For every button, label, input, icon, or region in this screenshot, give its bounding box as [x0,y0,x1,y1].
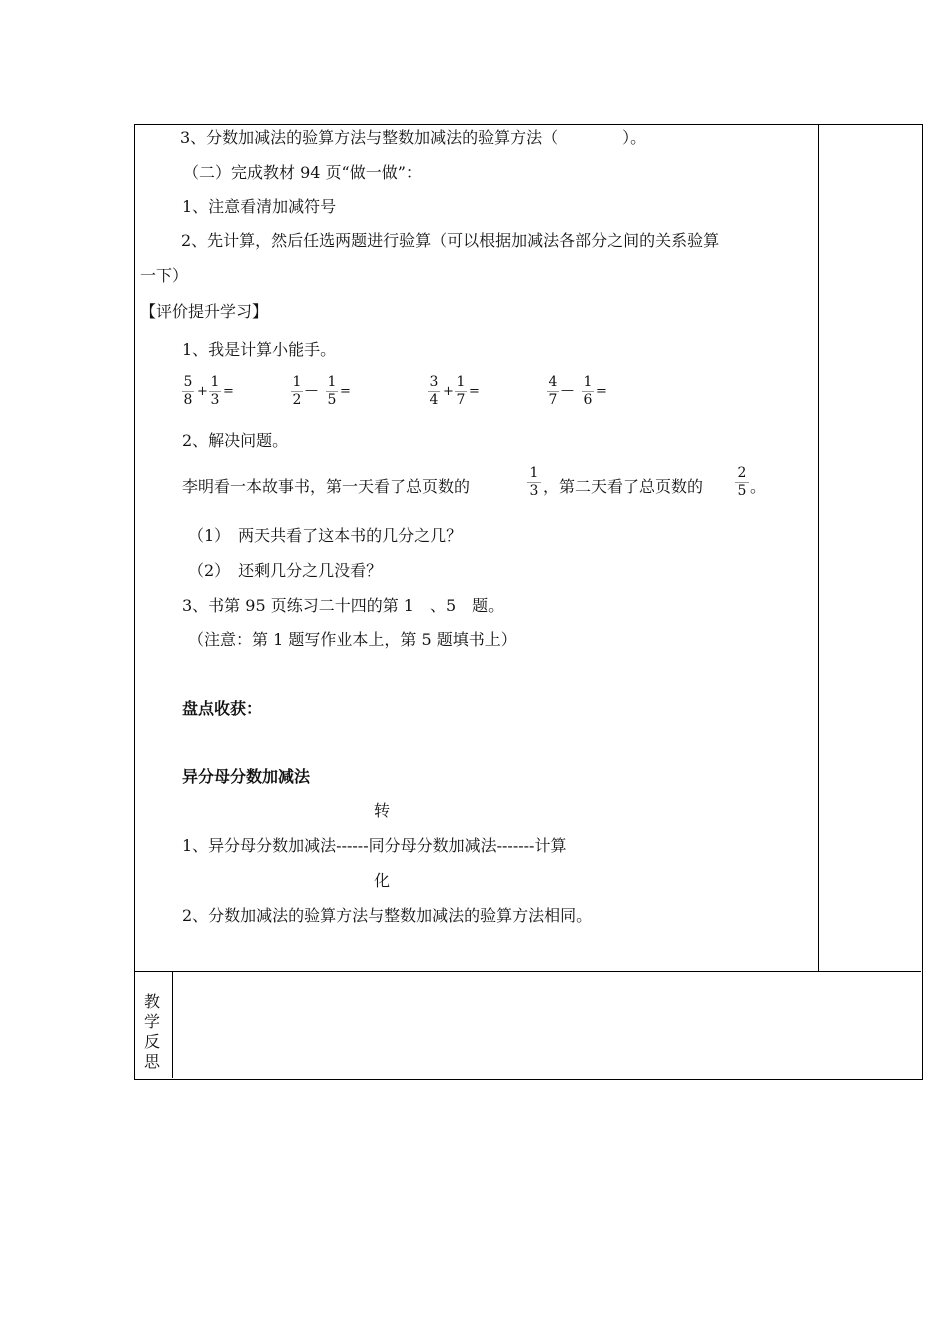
ex1-fraction-b [209,375,221,408]
question-1-title: 1、我是计算小能手。 [182,340,337,359]
ex3-b-numerator: 1 [456,374,466,390]
ex4-a-numerator: 4 [548,374,558,390]
ex3-a-numerator: 3 [429,374,439,390]
label-char: 教 [143,992,160,1011]
summary-line-1: 1、异分母分数加减法------同分母分数加减法-------计算 [182,836,567,855]
label-char: 思 [143,1052,160,1071]
ex2-operator: — [305,383,318,398]
ex2-b-denominator: 5 [327,392,337,408]
question-3: 3、书第 95 页练习二十四的第 1 、5 题。 [182,596,505,615]
question-2-title: 2、解决问题。 [182,431,289,450]
story-fraction-1 [527,466,541,499]
ex4-equals: = [596,384,607,399]
ex2-b-numerator: 1 [327,374,337,390]
ex1-fraction-a [182,375,194,408]
ex3-b-denominator: 7 [456,392,466,408]
ex4-fraction-b [582,375,594,408]
story-text-part3: 。 [750,477,767,496]
ex1-b-denominator: 3 [210,392,220,408]
summary-heading: 盘点收获： [182,699,263,718]
ex1-a-denominator: 8 [183,392,193,408]
ex3-equals: = [469,384,480,399]
summary-line-2: 2、分数加减法的验算方法与整数加减法的验算方法相同。 [182,906,593,925]
sub-question-1: （1） 两天共看了这本书的几分之几？ [188,526,463,545]
ex3-fraction-a [428,375,440,408]
story-f2-numerator: 2 [737,465,747,481]
ex4-operator: — [561,383,574,398]
story-f2-denominator: 5 [737,483,747,499]
ex2-a-numerator: 1 [292,374,302,390]
ex2-fraction-a [291,375,303,408]
line-verify-method: 3、分数加减法的验算方法与整数加减法的验算方法（ ）。 [180,128,647,147]
teaching-reflection-label [142,992,162,1072]
ex1-a-numerator: 5 [183,374,193,390]
ex3-operator: + [443,384,454,399]
story-text-part1: 李明看一本故事书，第一天看了总页数的 [182,477,471,496]
ex3-fraction-b [455,375,467,408]
story-f1-numerator: 1 [529,465,539,481]
line-calc-then-verify: 2、先计算，然后任选两题进行验算（可以根据加减法各部分之间的关系验算 [181,231,720,250]
right-column-divider [818,124,819,971]
question-3-note: （注意：第 1 题写作业本上，第 5 题填书上） [188,630,517,649]
story-text-part2: ，第二天看了总页数的 [543,477,704,496]
ex2-a-denominator: 2 [292,392,302,408]
reflection-label-divider [172,971,173,1078]
ex1-equals: = [223,384,234,399]
section-evaluation-heading: 【评价提升学习】 [140,302,269,321]
ex3-a-denominator: 4 [429,392,439,408]
ex4-a-denominator: 7 [548,392,558,408]
line-calc-then-verify-cont: 一下） [140,266,189,285]
line-watch-signs: 1、注意看清加减符号 [182,197,337,216]
summary-subheading: 异分母分数加减法 [182,767,311,786]
label-char: 学 [143,1012,160,1031]
ex4-b-numerator: 1 [583,374,593,390]
row-divider [134,971,921,972]
ex4-b-denominator: 6 [583,392,593,408]
arrow-label-hua: 化 [374,871,391,890]
arrow-label-zhuan: 转 [374,801,391,820]
ex2-fraction-b [326,375,338,408]
reflection-content-area[interactable] [174,973,919,1076]
ex1-b-numerator: 1 [210,374,220,390]
ex4-fraction-a [547,375,559,408]
sub-question-2: （2） 还剩几分之几没看？ [188,561,383,580]
ex2-equals: = [340,384,351,399]
label-char: 反 [143,1032,160,1051]
story-f1-denominator: 3 [529,483,539,499]
story-fraction-2 [735,466,749,499]
ex1-operator: + [197,384,208,399]
line-do-exercise: （二）完成教材 94 页“做一做”： [183,163,422,182]
